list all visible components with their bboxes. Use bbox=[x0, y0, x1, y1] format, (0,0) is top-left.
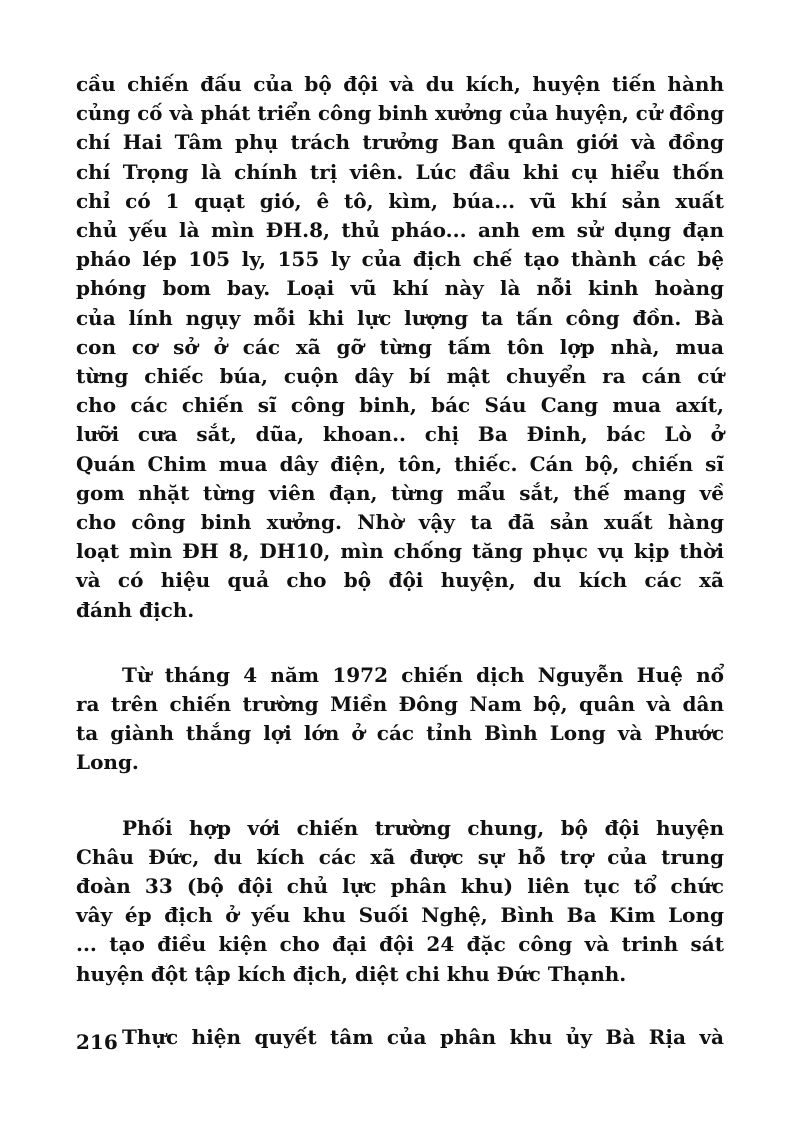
text-line: từng chiếc búa, cuộn dây bí mật chuyển ra cán cứ bbox=[76, 364, 724, 389]
text-line: loạt mìn ĐH 8, DH10, mìn chống tăng phục vụ kịp thời bbox=[76, 539, 724, 564]
text-line: ta giành thắng lợi lớn ở các tỉnh Bình Long và Phước bbox=[76, 721, 724, 746]
text-line: huyện đột tập kích địch, diệt chi khu Đức Thạnh. bbox=[76, 961, 627, 986]
text-line: gom nhặt từng viên đạn, từng mẩu sắt, thế mang về bbox=[76, 480, 724, 505]
text-line: con cơ sở ở các xã gỡ từng tấm tôn lợp nhà, mua bbox=[76, 334, 724, 359]
page-body bbox=[76, 70, 724, 1052]
text-line: cho các chiến sĩ công binh, bác Sáu Cang mua axít, bbox=[76, 393, 724, 418]
text-line: đoàn 33 (bộ đội chủ lực phân khu) liên tục tổ chức bbox=[76, 874, 724, 899]
text-line: phóng bom bay. Loại vũ khí này là nỗi kinh hoàng bbox=[76, 276, 724, 301]
text-line: chỉ có 1 quạt gió, ê tô, kìm, búa... vũ khí sản xuất bbox=[76, 188, 724, 213]
text-line: Phối hợp với chiến trường chung, bộ đội huyện bbox=[122, 815, 724, 840]
paragraph-gap bbox=[76, 989, 724, 1023]
text-line: Châu Đức, du kích các xã được sự hỗ trợ của trung bbox=[76, 844, 724, 869]
paragraph-gap bbox=[76, 625, 724, 661]
text-line: Long. bbox=[76, 750, 139, 775]
text-line: pháo lép 105 ly, 155 ly của địch chế tạo thành các bệ bbox=[76, 247, 724, 272]
paragraph-2 bbox=[76, 661, 724, 778]
text-line: vây ép địch ở yếu khu Suối Nghệ, Bình Ba Kim Long bbox=[76, 903, 724, 928]
paragraph-1 bbox=[76, 70, 724, 625]
paragraph-gap bbox=[76, 778, 724, 814]
text-line: chí Trọng là chính trị viên. Lúc đầu khi cụ hiểu thốn bbox=[76, 159, 724, 184]
text-line: củng cố và phát triển công binh xưởng của huyện, cử đồng bbox=[76, 102, 724, 126]
text-line: ra trên chiến trường Miền Đông Nam bộ, quân và dân bbox=[76, 692, 724, 717]
paragraph-3 bbox=[76, 814, 724, 989]
text-line: cầu chiến đấu của bộ đội và du kích, huyện tiến hành bbox=[76, 72, 724, 96]
text-line: cho công binh xưởng. Nhờ vậy ta đã sản xuất hàng bbox=[76, 510, 724, 535]
text-line: lưỡi cưa sắt, dũa, khoan.. chị Ba Đinh, bác Lò ở bbox=[76, 422, 724, 447]
text-line: chủ yếu là mìn ĐH.8, thủ pháo... anh em sử dụng đạn bbox=[76, 218, 724, 243]
text-line: Thực hiện quyết tâm của phân khu ủy Bà Rịa và bbox=[122, 1024, 724, 1049]
text-line: của lính ngụy mỗi khi lực lượng ta tấn công đồn. Bà bbox=[76, 305, 724, 330]
text-line: Từ tháng 4 năm 1972 chiến dịch Nguyễn Huệ nổ bbox=[122, 662, 724, 687]
text-line: chí Hai Tâm phụ trách trưởng Ban quân giới và đồng bbox=[76, 130, 724, 155]
text-line: và có hiệu quả cho bộ đội huyện, du kích các xã bbox=[76, 568, 724, 593]
text-line: đánh địch. bbox=[76, 597, 195, 622]
paragraph-4 bbox=[76, 1023, 724, 1052]
page-number: 216 bbox=[76, 1030, 118, 1054]
text-line: Quán Chim mua dây điện, tôn, thiếc. Cán bộ, chiến sĩ bbox=[76, 451, 724, 476]
text-line: ... tạo điều kiện cho đại đội 24 đặc công và trinh sát bbox=[76, 932, 724, 957]
